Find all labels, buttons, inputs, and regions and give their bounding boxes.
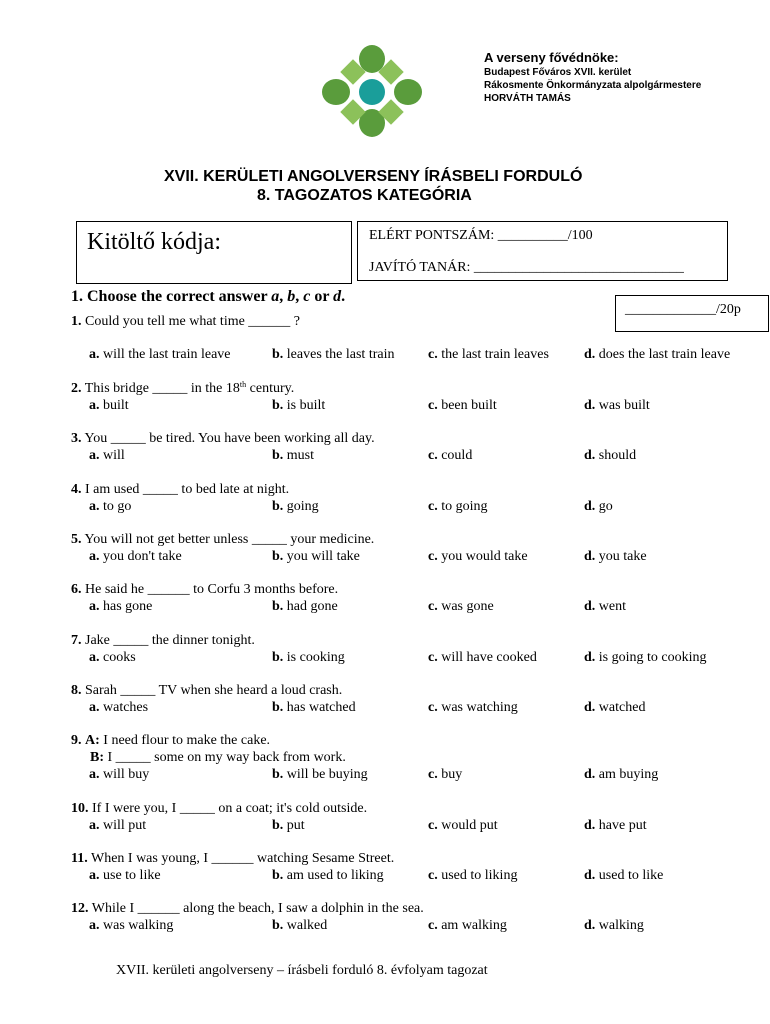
question-stem: 4. I am used _____ to bed late at night. [71,482,290,497]
answer-option[interactable]: d. have put [584,818,647,833]
answer-option[interactable]: d. went [584,599,627,614]
answer-option[interactable]: d. does the last train leave [584,347,731,362]
footer: XVII. kerületi angolverseny – írásbeli forduló 8. évfolyam tagozat [116,963,488,978]
answer-option[interactable]: d. am buying [584,767,659,782]
logo-center [359,79,385,105]
answer-option[interactable]: d. used to like [584,868,664,883]
question-stem: 9. A: I need flour to make the cake. B: I _____ some on my way back from work. [71,733,346,765]
document-subtitle: 8. TAGOZATOS KATEGÓRIA [257,187,472,204]
question-stem: 5. You will not get better unless _____ your medicine. [71,532,375,547]
question-stem: 6. He said he ______ to Corfu 3 months before. [71,582,339,597]
answer-option[interactable]: d. watched [584,700,646,715]
answer-option[interactable]: c. was gone [428,599,494,614]
patron-title: A verseny fővédnöke: [484,50,619,65]
answer-option[interactable]: c. to going [428,499,488,514]
answer-option[interactable]: b. has watched [272,700,356,715]
answer-option[interactable]: b. is cooking [272,650,345,665]
answer-option[interactable]: a. will buy [89,767,150,782]
question-stem: 3. You _____ be tired. You have been working all day. [71,431,375,446]
answer-option[interactable]: a. will [89,448,125,463]
answer-option[interactable]: c. could [428,448,473,463]
answer-option[interactable]: b. going [272,499,319,514]
answer-option[interactable]: c. was watching [428,700,518,715]
patron-line: HORVÁTH TAMÁS [484,93,571,104]
patron-block [484,50,701,105]
answer-option[interactable]: b. is built [272,398,326,413]
answer-option[interactable]: c. would put [428,818,498,833]
document-title: XVII. KERÜLETI ANGOLVERSENY ÍRÁSBELI FORDULÓ [164,168,583,185]
answer-option[interactable]: c. been built [428,398,497,413]
patron-line: Budapest Főváros XVII. kerület [484,67,632,78]
answer-option[interactable]: a. cooks [89,650,136,665]
answer-option[interactable]: b. leaves the last train [272,347,395,362]
section-score-box[interactable] [615,295,769,332]
answer-option[interactable]: a. watches [89,700,149,715]
answer-option[interactable]: b. put [272,818,305,833]
question-stem: 1. Could you tell me what time ______ ? [71,314,301,329]
answer-option[interactable]: d. is going to cooking [584,650,707,665]
question-stem: 12. While I ______ along the beach, I saw a dolphin in the sea. [71,901,424,916]
answer-option[interactable]: a. was walking [89,918,174,933]
question-stem: 10. If I were you, I _____ on a coat; it's cold outside. [71,801,368,816]
answer-option[interactable]: b. had gone [272,599,338,614]
question-stem: 2. This bridge _____ in the 18th century. [71,380,295,396]
answer-option[interactable]: b. will be buying [272,767,368,782]
question-stem: 11. When I was young, I ______ watching Sesame Street. [71,851,395,866]
score-label: ELÉRT PONTSZÁM: __________/100 [369,228,593,243]
answer-option[interactable]: b. you will take [272,549,360,564]
answer-option[interactable]: a. will the last train leave [89,347,231,362]
question-stem: 7. Jake _____ the dinner tonight. [71,633,255,648]
score-box[interactable] [357,221,728,281]
answer-option[interactable]: a. built [89,398,129,413]
answer-option[interactable]: c. am walking [428,918,507,933]
competition-logo [322,45,422,137]
answer-option[interactable]: d. go [584,499,613,514]
answer-option[interactable]: a. will put [89,818,147,833]
answer-option[interactable]: b. walked [272,918,328,933]
patron-line: Rákosmente Önkormányzata alpolgármestere [484,80,702,91]
answer-option[interactable]: d. was built [584,398,650,413]
section-score-label: _____________/20p [625,302,741,317]
answer-option[interactable]: c. used to liking [428,868,518,883]
answer-option[interactable]: c. buy [428,767,463,782]
code-label: Kitöltő kódja: [87,229,221,255]
answer-option[interactable]: a. to go [89,499,132,514]
answer-option[interactable]: d. walking [584,918,644,933]
answer-option[interactable]: a. use to like [89,868,161,883]
answer-option[interactable]: b. am used to liking [272,868,384,883]
answer-option[interactable]: c. will have cooked [428,650,537,665]
answer-option[interactable]: b. must [272,448,315,463]
answer-option[interactable]: d. should [584,448,637,463]
teacher-label: JAVÍTÓ TANÁR: ______________________________ [369,260,684,275]
answer-option[interactable]: d. you take [584,549,647,564]
section-heading: 1. Choose the correct answer a, b, c or d. [71,288,346,305]
answer-option[interactable]: a. you don't take [89,549,182,564]
answer-option[interactable]: a. has gone [89,599,153,614]
answer-option[interactable]: c. you would take [428,549,528,564]
question-stem: 8. Sarah _____ TV when she heard a loud crash. [71,683,343,698]
code-box[interactable] [76,221,352,284]
answer-option[interactable]: c. the last train leaves [428,347,549,362]
